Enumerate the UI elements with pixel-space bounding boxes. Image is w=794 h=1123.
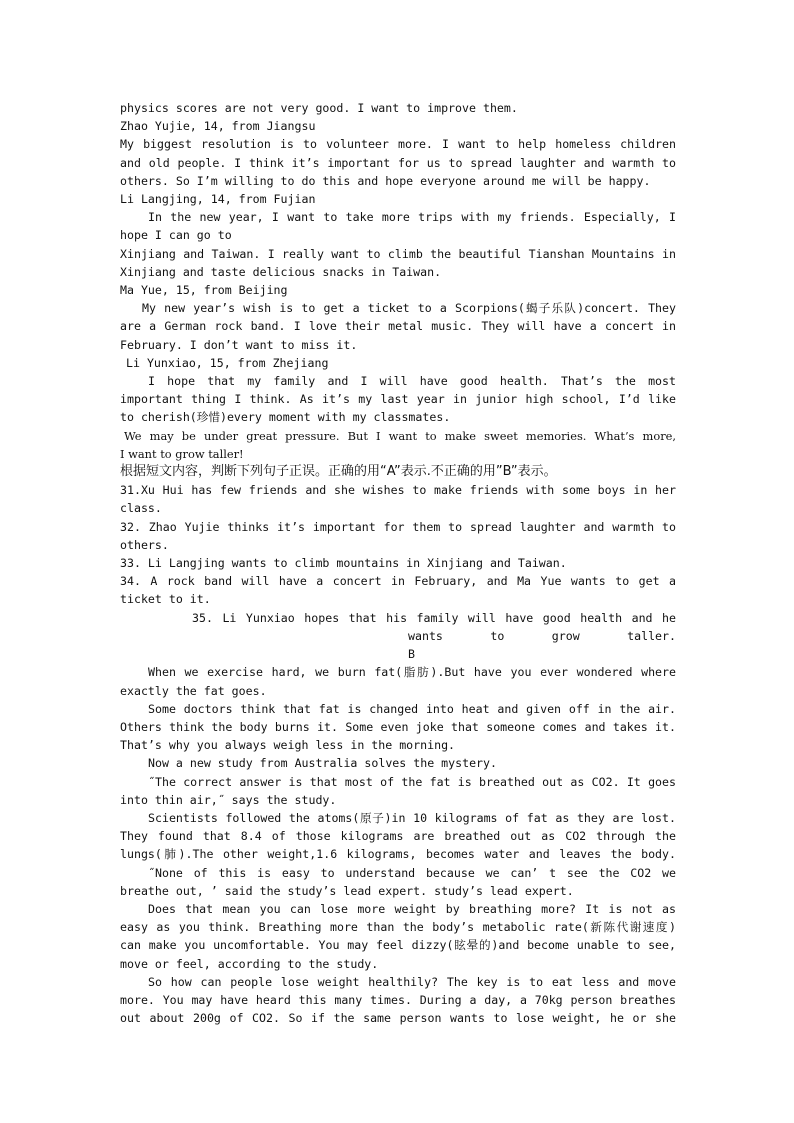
text-line: can make you uncomfortable. You may feel dizzy(眩晕的)and become unable to see, xyxy=(120,938,676,953)
text-line: ˝The correct answer is that most of the fat is breathed out as CO2. It goes xyxy=(148,774,676,789)
text-line: breathe out, ’ said the study’s lead expert. study’s lead expert. xyxy=(120,883,574,898)
text-line: ˝None of this is easy to understand because we can’ t see the CO2 we xyxy=(148,865,676,880)
instruction-line: 根据短文内容，判断下列句子正误。正确的用“A”表示.不正确的用”B”表示。 xyxy=(120,464,557,480)
student-name: Li Langjing, 14, from Fujian xyxy=(120,192,316,207)
question-32: 32. Zhao Yujie thinks it’s important for them to spread laughter and warmth to xyxy=(120,519,676,534)
text-line: and old people. I think it’s important for us to spread laughter and warmth to xyxy=(120,155,676,170)
text-line: Does that mean you can lose more weight by breathing more? It is not as xyxy=(148,901,676,916)
text-line: February. I don’t want to miss it. xyxy=(120,337,358,352)
question-31: 31.Xu Hui has few friends and she wishes to make friends with some boys in her xyxy=(120,483,676,498)
text-line: important thing I think. As it’s my last year in junior high school, I’d like xyxy=(120,392,676,407)
text-line: I hope that my family and I will have good health. That’s the most xyxy=(148,374,676,389)
text-line: So how can people lose weight healthily? The key is to eat less and move xyxy=(148,974,676,989)
text-line: Scientists followed the atoms(原子)in 10 kilograms of fat as they are lost. xyxy=(148,810,676,825)
text-line: My biggest resolution is to volunteer more. I want to help homeless children xyxy=(120,137,676,152)
text-line: When we exercise hard, we burn fat(脂肪).But have you ever wondered where xyxy=(148,665,676,680)
student-name: Zhao Yujie, 14, from Jiangsu xyxy=(120,119,316,134)
question-31-cont: class. xyxy=(120,501,162,516)
text-line: out about 200g of CO2. So if the same person wants to lose weight, he or she xyxy=(120,1011,676,1026)
text-line: Xinjiang and taste delicious snacks in Taiwan. xyxy=(120,264,442,279)
text-line: are a German rock band. I love their metal music. They will have a concert in xyxy=(120,319,676,334)
text-line: to cherish(珍惜)every moment with my classmates. xyxy=(120,410,451,425)
question-33: 33. Li Langjing wants to climb mountains in Xinjiang and Taiwan. xyxy=(120,556,567,571)
question-32-cont: others. xyxy=(120,537,169,552)
answer-mark: B xyxy=(408,647,415,662)
text-line: exactly the fat goes. xyxy=(120,683,267,698)
text-line: others. So I’m willing to do this and hope everyone around me will be happy. xyxy=(120,173,651,188)
text-line: move or feel, according to the study. xyxy=(120,956,379,971)
document-body xyxy=(120,99,676,1027)
text-line: Xinjiang and Taiwan. I really want to climb the beautiful Tianshan Mountains in xyxy=(120,246,676,261)
student-name: Ma Yue, 15, from Beijing xyxy=(120,283,288,298)
text-line: Some doctors think that fat is changed into heat and given off in the air. xyxy=(148,701,676,716)
text-line: They found that 8.4 of those kilograms are breathed out as CO2 through the xyxy=(120,829,676,844)
question-35: 35. Li Yunxiao hopes that his family will have good health and he xyxy=(192,610,676,625)
text-line: That’s why you always weigh less in the morning. xyxy=(120,738,456,753)
text-line: My new year’s wish is to get a ticket to a Scorpions(蝎子乐队)concert. They xyxy=(142,301,676,316)
text-line: physics scores are not very good. I want to improve them. xyxy=(120,101,518,115)
text-line: In the new year, I want to take more trips with my friends. Especially, I xyxy=(148,210,676,225)
question-35-cont: wants to grow taller. xyxy=(408,628,676,643)
question-34-cont: ticket to it. xyxy=(120,592,211,607)
text-line: hope I can go to xyxy=(120,228,232,243)
text-line: more. You may have heard this many times. During a day, a 70kg person breathes xyxy=(120,992,676,1007)
text-line: easy as you think. Breathing more than the body’s metabolic rate(新陈代谢速度) xyxy=(120,920,676,935)
text-line: into thin air,˝ says the study. xyxy=(120,792,337,807)
text-line: Now a new study from Australia solves the mystery. xyxy=(148,756,498,771)
question-34: 34. A rock band will have a concert in February, and Ma Yue wants to get a xyxy=(120,574,676,589)
text-line: I want to grow taller! xyxy=(120,446,244,461)
text-line: Others think the body burns it. Some even joke that someone comes and takes it. xyxy=(120,719,676,734)
student-name: Li Yunxiao, 15, from Zhejiang xyxy=(126,355,329,370)
text-line: We may be under great pressure. But I want to make sweet memories. What’s more, xyxy=(124,428,676,443)
text-line: lungs(肺).The other weight,1.6 kilograms, becomes water and leaves the body. xyxy=(120,847,676,862)
